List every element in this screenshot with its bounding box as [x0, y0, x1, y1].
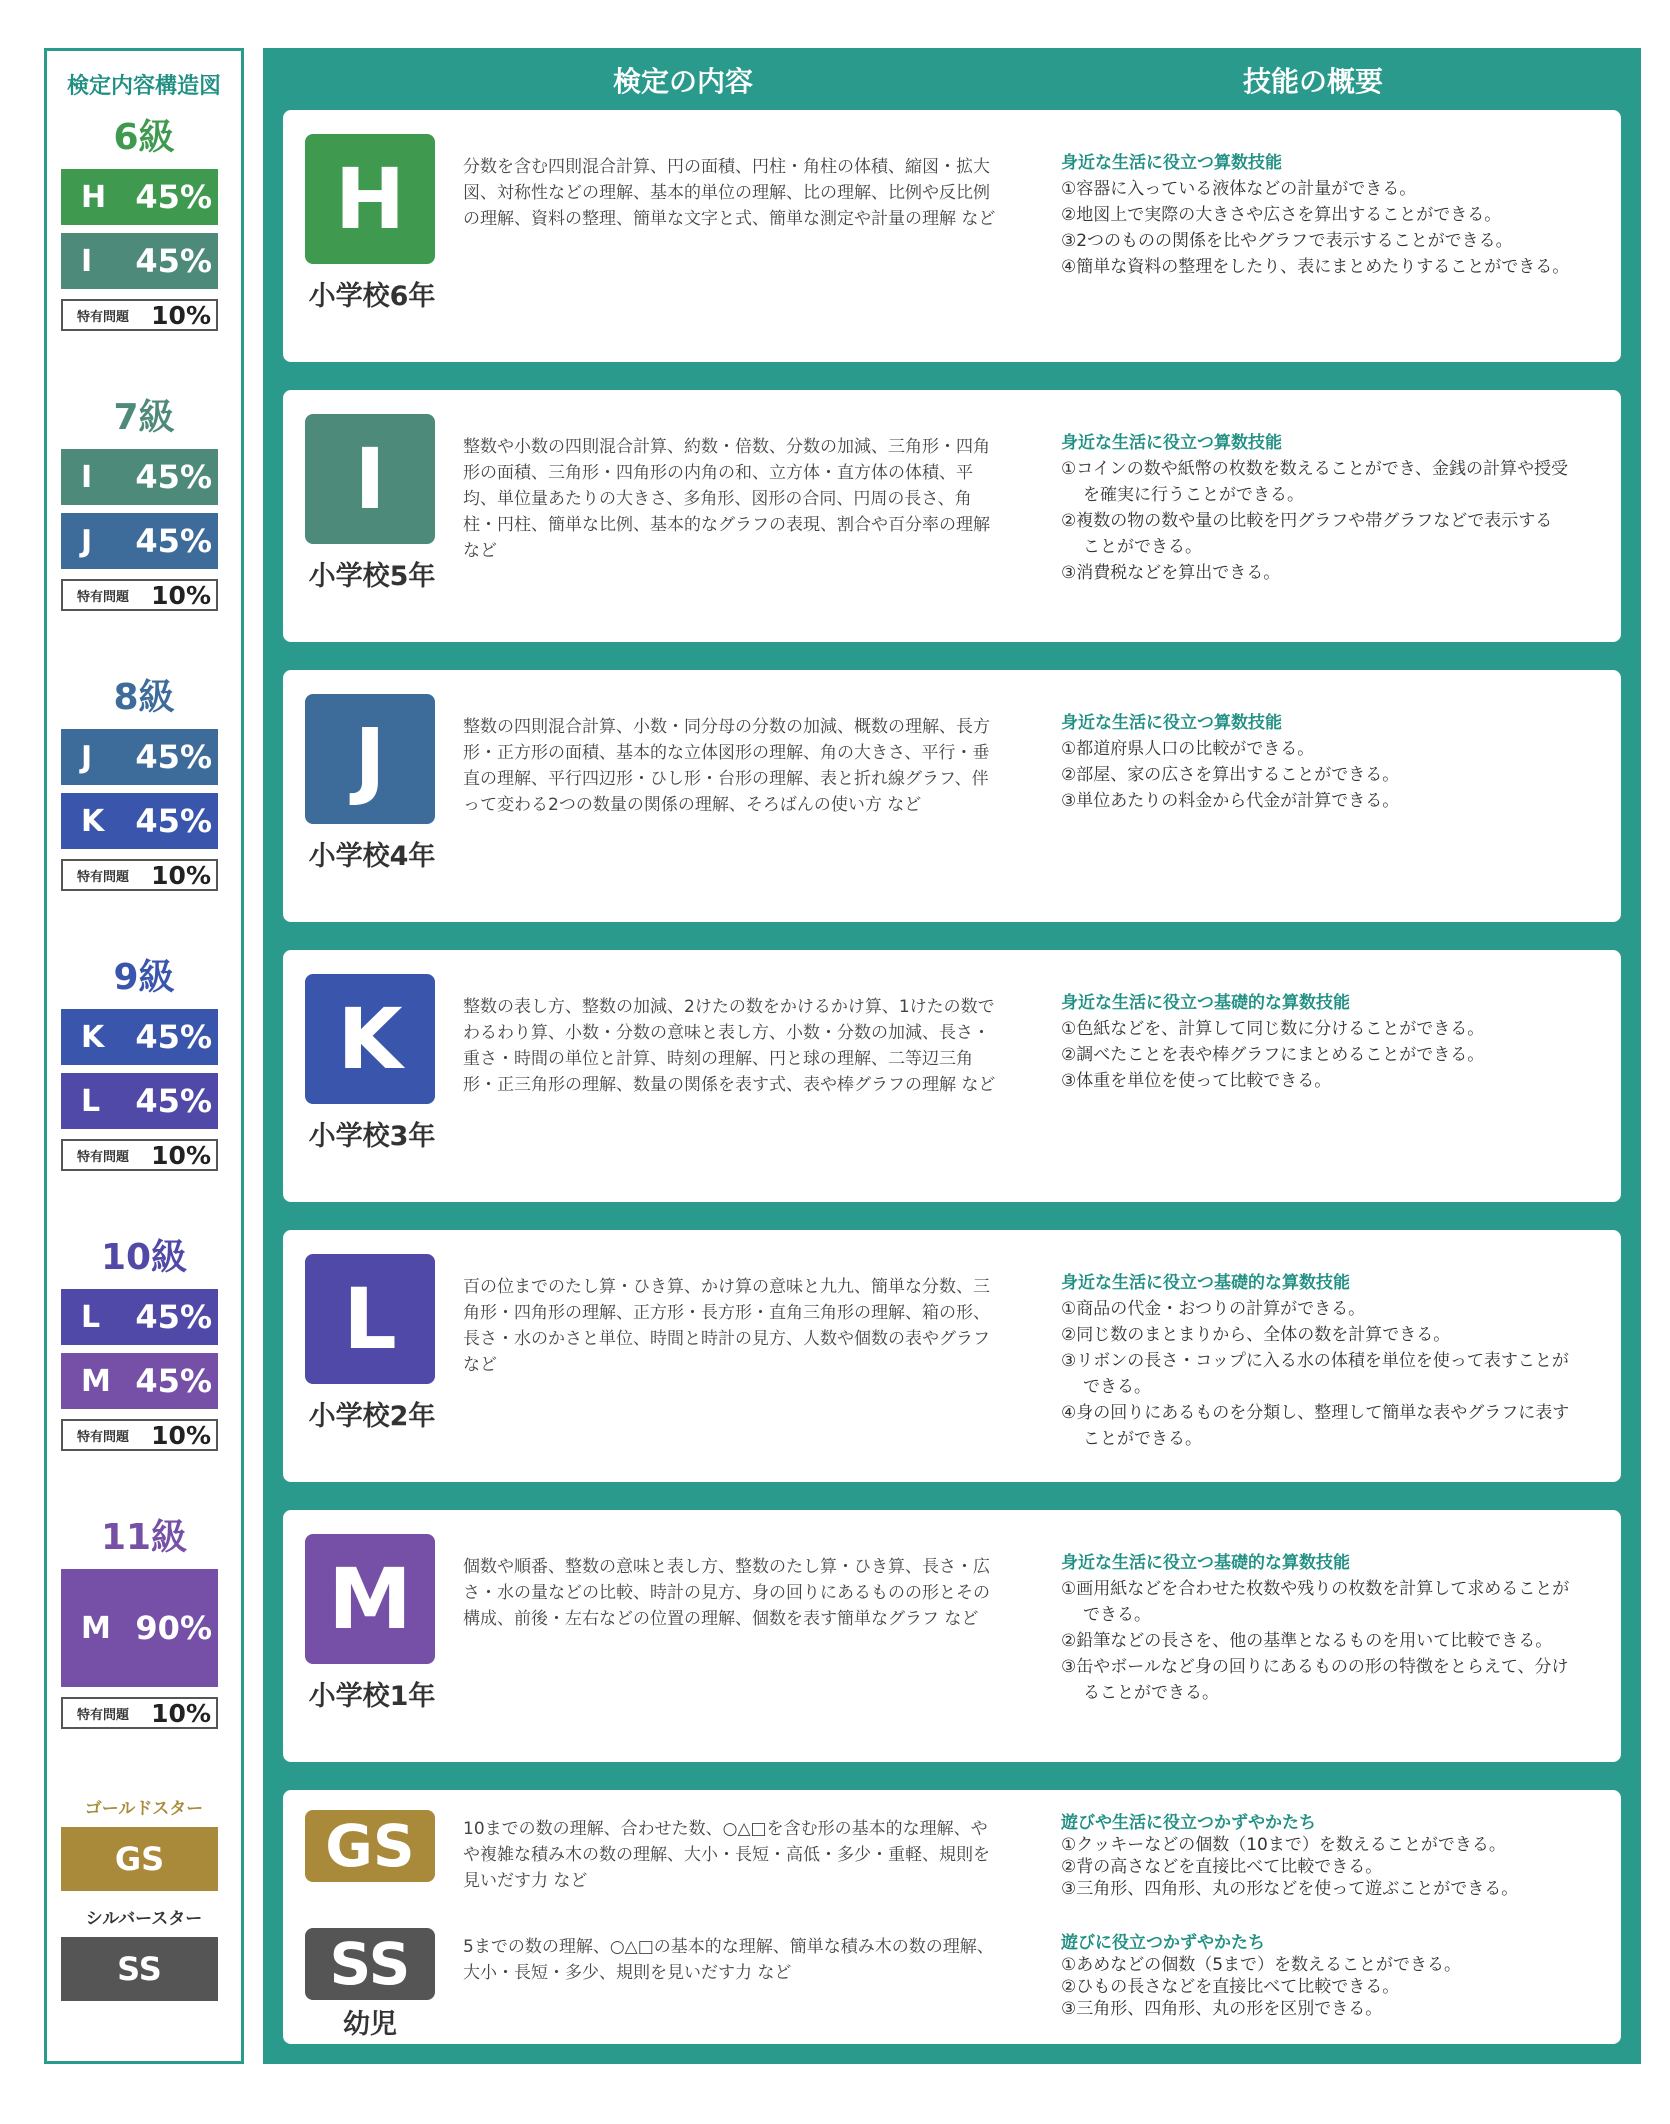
skills-column-title: 技能の概要 — [1242, 65, 1383, 98]
ss-grade-label: 幼児 — [343, 2009, 397, 2040]
card-m — [283, 1510, 1621, 1762]
special-percent: 10% — [151, 300, 211, 330]
card-k — [283, 950, 1621, 1202]
bar-letter: H — [81, 179, 107, 215]
special-percent: 10% — [151, 580, 211, 610]
skill-item: ②同じ数のまとまりから、全体の数を計算できる。 — [1061, 1325, 1451, 1345]
level-bar — [61, 793, 218, 849]
bar-letter: K — [81, 1019, 105, 1055]
card-j — [283, 670, 1621, 922]
skill-item: ②複数の物の数や量の比較を円グラフや帯グラフなどで表示する — [1061, 511, 1553, 531]
level-7 — [47, 395, 241, 611]
level-9 — [47, 955, 241, 1171]
card-l — [283, 1230, 1621, 1482]
skill-item: ることができる。 — [1083, 1683, 1219, 1703]
bar-percent: 45% — [135, 242, 212, 280]
skill-item: ①商品の代金・おつりの計算ができる。 — [1061, 1299, 1366, 1319]
bar-percent: 45% — [135, 178, 212, 216]
grade-label: 小学校5年 — [308, 561, 436, 592]
skill-item: ④簡単な資料の整理をしたり、表にまとめたりすることができる。 — [1061, 257, 1570, 277]
gs-badge: GS — [305, 1810, 435, 1882]
special-label: 特有問題 — [77, 869, 130, 885]
skill-item: ②鉛筆などの長さを、他の基準となるものを用いて比較できる。 — [1061, 1631, 1553, 1651]
skill-item: ことができる。 — [1083, 1429, 1202, 1449]
bar-letter: L — [81, 1083, 101, 1119]
skill-item: できる。 — [1083, 1377, 1151, 1397]
structure-sidebar — [44, 48, 244, 2064]
skill-item: ③体重を単位を使って比較できる。 — [1061, 1071, 1332, 1091]
skills-summary — [1061, 1550, 1591, 1706]
level-bar — [61, 513, 218, 569]
level-name: 10級 — [100, 1237, 188, 1278]
skills-summary — [1061, 1270, 1591, 1452]
level-bar — [61, 1353, 218, 1409]
special-label: 特有問題 — [77, 1429, 130, 1445]
skills-summary — [1061, 710, 1591, 814]
level-8 — [47, 675, 241, 891]
exam-content: 整数や小数の四則混合計算、約数・倍数、分数の加減、三角形・四角形の面積、三角形・四角形の内角の和、立方体・直方体の体積、平均、単位量あたりの大きさ、多角形、図形の合同、円周の長さ、角柱・円柱、簡単な比例、基本的なグラフの表現、割合や百分率の理解 など — [463, 437, 990, 561]
level-name: 8級 — [113, 677, 175, 718]
skills-title: 身近な生活に役立つ基礎的な算数技能 — [1061, 1553, 1350, 1573]
special-label: 特有問題 — [77, 1149, 130, 1165]
skill-item: ことができる。 — [1083, 537, 1202, 557]
special-percent: 10% — [151, 1698, 211, 1728]
skill-item: ③三角形、四角形、丸の形などを使って遊ぶことができる。 — [1061, 1879, 1519, 1899]
level-bar — [61, 1009, 218, 1065]
grade-label: 小学校2年 — [308, 1401, 436, 1432]
level-10 — [47, 1235, 241, 1451]
bar-letter: M — [81, 1363, 111, 1399]
skills-title: 身近な生活に役立つ算数技能 — [1061, 153, 1282, 173]
grade-label: 小学校3年 — [308, 1121, 436, 1152]
special-problem-box — [61, 579, 218, 611]
special-percent: 10% — [151, 1420, 211, 1450]
special-label: 特有問題 — [77, 1707, 130, 1723]
bar-percent: 45% — [135, 1298, 212, 1336]
skill-item: ①クッキーなどの個数（10まで）を数えることができる。 — [1061, 1835, 1506, 1855]
exam-content: 整数の四則混合計算、小数・同分母の分数の加減、概数の理解、長方形・正方形の面積、基本的な立体図形の理解、角の大きさ、平行・垂直の理解、平行四辺形・ひし形・台形の理解、表と折れ線グラフ、伴って変わる2つの数量の関係の理解、そろばんの使い方 など — [463, 717, 990, 815]
special-problem-box — [61, 299, 218, 331]
skill-item: ①あめなどの個数（5まで）を数えることができる。 — [1061, 1955, 1462, 1975]
special-label: 特有問題 — [77, 589, 130, 605]
skill-item: ③消費税などを算出できる。 — [1061, 563, 1281, 583]
bar-percent: 45% — [135, 738, 212, 776]
grade-letter-badge: L — [305, 1254, 435, 1384]
level-bar — [61, 449, 218, 505]
level-name: 6級 — [113, 117, 175, 158]
level-name: 11級 — [100, 1517, 188, 1558]
skill-item: ②地図上で実際の大きさや広さを算出することができる。 — [1061, 205, 1502, 225]
level-bar — [61, 1073, 218, 1129]
grade-letter-badge: H — [305, 134, 435, 264]
grade-label: 小学校1年 — [308, 1681, 436, 1712]
special-percent: 10% — [151, 1140, 211, 1170]
grade-letter-badge: I — [305, 414, 435, 544]
skill-item: ④身の回りにあるものを分類し、整理して簡単な表やグラフに表す — [1061, 1403, 1570, 1423]
bar-percent: 45% — [135, 1018, 212, 1056]
bar-letter: J — [81, 523, 93, 559]
card-h — [283, 110, 1621, 362]
bar-percent: 45% — [135, 1082, 212, 1120]
gs-skills-summary — [1061, 1812, 1591, 1900]
special-label: 特有問題 — [77, 309, 130, 325]
bar-percent: 90% — [135, 1609, 212, 1647]
skill-item: ①色紙などを、計算して同じ数に分けることができる。 — [1061, 1019, 1485, 1039]
special-problem-box — [61, 1697, 218, 1729]
grade-letter-badge: M — [305, 1534, 435, 1664]
grade-label: 小学校4年 — [308, 841, 436, 872]
star-levels — [47, 1795, 241, 2001]
bar-percent: 45% — [135, 522, 212, 560]
silver-star-label: シルバースター — [85, 1909, 203, 1929]
level-name: 9級 — [113, 957, 175, 998]
skill-item: ①容器に入っている液体などの計量ができる。 — [1061, 179, 1417, 199]
level-6 — [47, 115, 241, 331]
bar-letter: I — [81, 243, 93, 279]
sidebar-title: 検定内容構造図 — [66, 74, 221, 99]
gs-exam-content: 10までの数の理解、合わせた数、○△□を含む形の基本的な理解、やや複雑な積み木の数の理解、大小・長短・高低・多少・重軽、規則を見いだす力 など — [463, 1819, 990, 1891]
ss-skills-summary — [1061, 1932, 1591, 2020]
grade-letter-badge: K — [305, 974, 435, 1104]
bar-letter: I — [81, 459, 93, 495]
exam-content: 分数を含む四則混合計算、円の面積、円柱・角柱の体積、縮図・拡大図、対称性などの理解、基本的単位の理解、比の理解、比例や反比例の理解、資料の整理、簡単な文字と式、簡単な測定や計量の理解 など — [463, 157, 996, 229]
skills-title: 身近な生活に役立つ算数技能 — [1061, 433, 1282, 453]
grade-label: 小学校6年 — [308, 281, 436, 312]
skills-summary — [1061, 430, 1591, 586]
gs-skills-title: 遊びや生活に役立つかずやかたち — [1061, 1813, 1316, 1833]
bar-letter: J — [81, 739, 93, 775]
ss-skills-title: 遊びに役立つかずやかたち — [1061, 1933, 1265, 1953]
skills-title: 身近な生活に役立つ算数技能 — [1061, 713, 1282, 733]
level-bar — [61, 169, 218, 225]
skill-item: ①コインの数や紙幣の枚数を数えることができ、金銭の計算や授受 — [1061, 459, 1569, 479]
exam-content: 百の位までのたし算・ひき算、かけ算の意味と九九、簡単な分数、三角形・四角形の理解、正方形・長方形・直角三角形の理解、箱の形、長さ・水のかさと単位、時間と時計の見方、人数や個数の表やグラフ など — [463, 1277, 990, 1375]
skill-item: ③リボンの長さ・コップに入る水の体積を単位を使って表すことが — [1061, 1351, 1569, 1371]
ss-exam-content: 5までの数の理解、○△□の基本的な理解、簡単な積み木の数の理解、大小・長短・多少、規則を見いだす力 など — [463, 1937, 994, 1983]
exam-content: 整数の表し方、整数の加減、2けたの数をかけるかけ算、1けたの数でわるわり算、小数・分数の意味と表し方、小数・分数の加減、長さ・重さ・時間の単位と計算、時刻の理解、円と球の理解、二等辺三角形・正三角形の理解、数量の関係を表す式、表や棒グラフの理解 など — [463, 997, 996, 1095]
skill-item: ①画用紙などを合わせた枚数や残りの枚数を計算して求めることが — [1061, 1579, 1570, 1599]
bar-percent: 45% — [135, 458, 212, 496]
skill-item: ③2つのものの関係を比やグラフで表示することができる。 — [1061, 231, 1513, 251]
special-problem-box — [61, 859, 218, 891]
bar-percent: 45% — [135, 1362, 212, 1400]
skill-item: ②ひもの長さなどを直接比べて比較できる。 — [1061, 1977, 1400, 1997]
gold-star-box: GS — [61, 1827, 218, 1891]
silver-star-box: SS — [61, 1937, 218, 2001]
special-problem-box — [61, 1419, 218, 1451]
level-name: 7級 — [113, 397, 175, 438]
bar-letter: M — [81, 1610, 111, 1646]
gold-star-label: ゴールドスター — [84, 1799, 204, 1819]
bar-percent: 45% — [135, 802, 212, 840]
skills-title: 身近な生活に役立つ基礎的な算数技能 — [1061, 993, 1350, 1013]
exam-content: 個数や順番、整数の意味と表し方、整数のたし算・ひき算、長さ・広さ・水の量などの比較、時計の見方、身の回りにあるものの形とその構成、前後・左右などの位置の理解、個数を表す簡単なグラフ など — [463, 1557, 990, 1629]
card-gs-ss — [283, 1790, 1621, 2044]
skills-summary — [1061, 990, 1591, 1094]
level-bar — [61, 233, 218, 289]
skill-item: ③三角形、四角形、丸の形を区別できる。 — [1061, 1999, 1383, 2019]
card-i — [283, 390, 1621, 642]
level-bar — [61, 1289, 218, 1345]
skills-title: 身近な生活に役立つ基礎的な算数技能 — [1061, 1273, 1350, 1293]
bar-letter: K — [81, 803, 105, 839]
special-percent: 10% — [151, 860, 211, 890]
skills-summary — [1061, 150, 1591, 280]
skill-item: ③単位あたりの料金から代金が計算できる。 — [1061, 791, 1400, 811]
ss-badge: SS — [305, 1928, 435, 2000]
bar-letter: L — [81, 1299, 101, 1335]
main-panel — [263, 48, 1641, 2064]
skill-item: ②背の高さなどを直接比べて比較できる。 — [1061, 1857, 1383, 1877]
skill-item: ②部屋、家の広さを算出することができる。 — [1061, 765, 1400, 785]
level-bar — [61, 729, 218, 785]
special-problem-box — [61, 1139, 218, 1171]
level-bar — [61, 1569, 218, 1687]
skill-item: できる。 — [1083, 1605, 1151, 1625]
content-column-title: 検定の内容 — [612, 65, 753, 98]
skill-item: ③缶やボールなど身の回りにあるものの形の特徴をとらえて、分け — [1061, 1657, 1569, 1677]
skill-item: ②調べたことを表や棒グラフにまとめることができる。 — [1061, 1045, 1485, 1065]
skill-item: ①都道府県人口の比較ができる。 — [1061, 739, 1315, 759]
grade-letter-badge: J — [305, 694, 435, 824]
skill-item: を確実に行うことができる。 — [1083, 485, 1304, 505]
level-11 — [47, 1515, 241, 1729]
